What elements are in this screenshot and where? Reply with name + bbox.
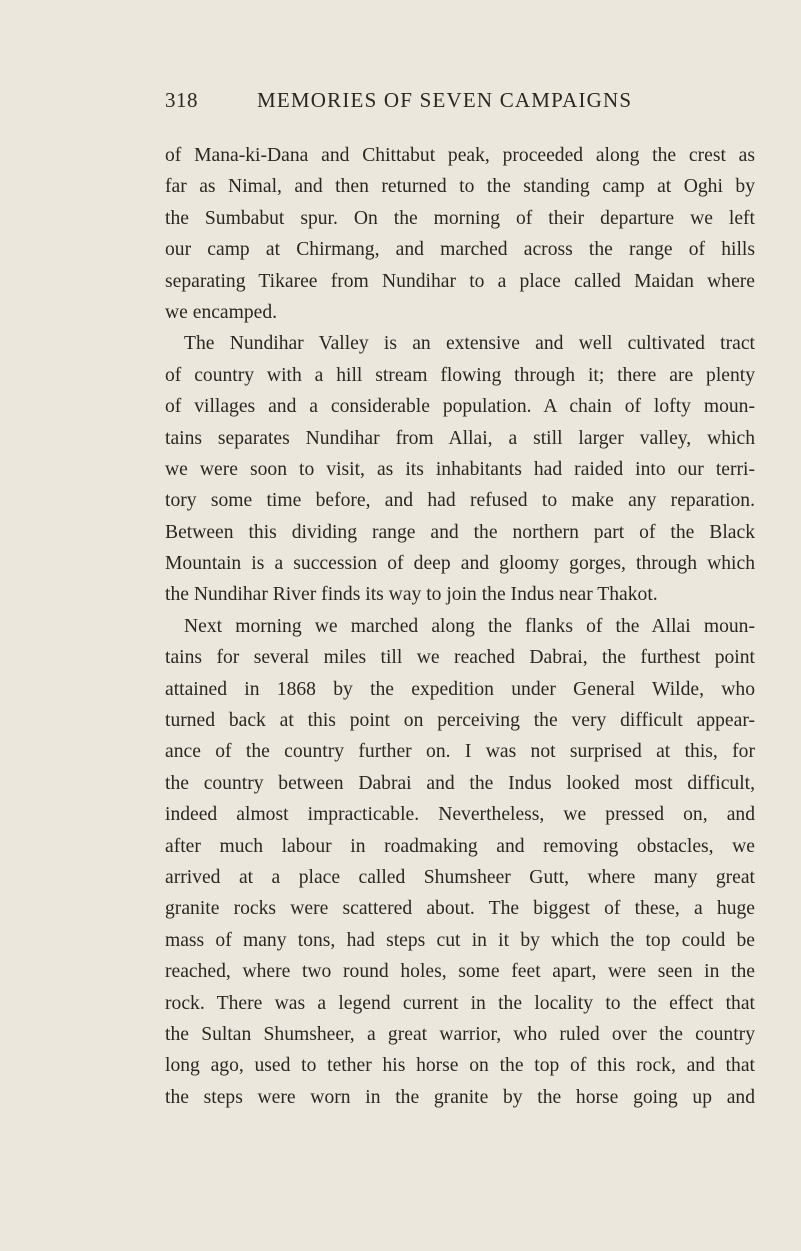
page-header <box>165 88 735 118</box>
text-line: tains for several miles till we reached Dabrai, the furthest point <box>165 647 755 669</box>
text-line: indeed almost impracticable. Nevertheless, we pressed on, and <box>165 804 755 826</box>
text-line: attained in 1868 by the expedition under General Wilde, who <box>165 678 755 700</box>
text-line: Between this dividing range and the northern part of the Black <box>165 521 755 543</box>
text-line: of Mana-ki-Dana and Chittabut peak, proceeded along the crest as <box>165 145 755 166</box>
text-line: we were soon to visit, as its inhabitants had raided into our terri- <box>165 458 755 480</box>
text-line: we encamped. <box>165 301 278 323</box>
text-line: the steps were worn in the granite by the horse going up and <box>165 1086 755 1108</box>
text-line: of country with a hill stream flowing through it; there are plenty <box>165 364 755 386</box>
text-line: the country between Dabrai and the Indus looked most difficult, <box>165 772 755 794</box>
running-title: MEMORIES OF SEVEN CAMPAIGNS <box>257 88 633 112</box>
text-line: the Sultan Shumsheer, a great warrior, who ruled over the country <box>165 1023 755 1045</box>
body-text <box>165 140 755 1113</box>
text-line: far as Nimal, and then returned to the standing camp at Oghi by <box>165 176 755 198</box>
text-line: separating Tikaree from Nundihar to a place called Maidan where <box>165 270 755 292</box>
text-line: rock. There was a legend current in the locality to the effect that <box>165 992 755 1014</box>
text-line: granite rocks were scattered about. The biggest of these, a huge <box>165 898 755 920</box>
text-line: Next morning we marched along the flanks of the Allai moun- <box>184 615 755 637</box>
text-line: The Nundihar Valley is an extensive and well cultivated tract <box>184 333 755 355</box>
text-line: tory some time before, and had refused to make any reparation. <box>165 490 755 512</box>
text-line: tains separates Nundihar from Allai, a still larger valley, which <box>165 427 755 449</box>
text-line: reached, where two round holes, some feet apart, were seen in the <box>165 961 755 983</box>
text-line: mass of many tons, had steps cut in it by which the top could be <box>165 929 755 951</box>
text-line: turned back at this point on perceiving the very difficult appear- <box>165 710 755 732</box>
text-line: after much labour in roadmaking and removing obstacles, we <box>165 835 755 857</box>
text-line: our camp at Chirmang, and marched across the range of hills <box>165 239 755 261</box>
text-line: the Nundihar River finds its way to join the Indus near Thakot. <box>165 584 658 606</box>
text-line: of villages and a considerable population. A chain of lofty moun- <box>165 396 755 418</box>
text-line: ance of the country further on. I was not surprised at this, for <box>165 741 755 763</box>
text-line: arrived at a place called Shumsheer Gutt, where many great <box>165 866 755 888</box>
text-line: long ago, used to tether his horse on the top of this rock, and that <box>165 1055 755 1077</box>
text-line: the Sumbabut spur. On the morning of their departure we left <box>165 207 755 229</box>
page-number: 318 <box>165 88 198 112</box>
text-line: Mountain is a succession of deep and gloomy gorges, through which <box>165 553 755 575</box>
